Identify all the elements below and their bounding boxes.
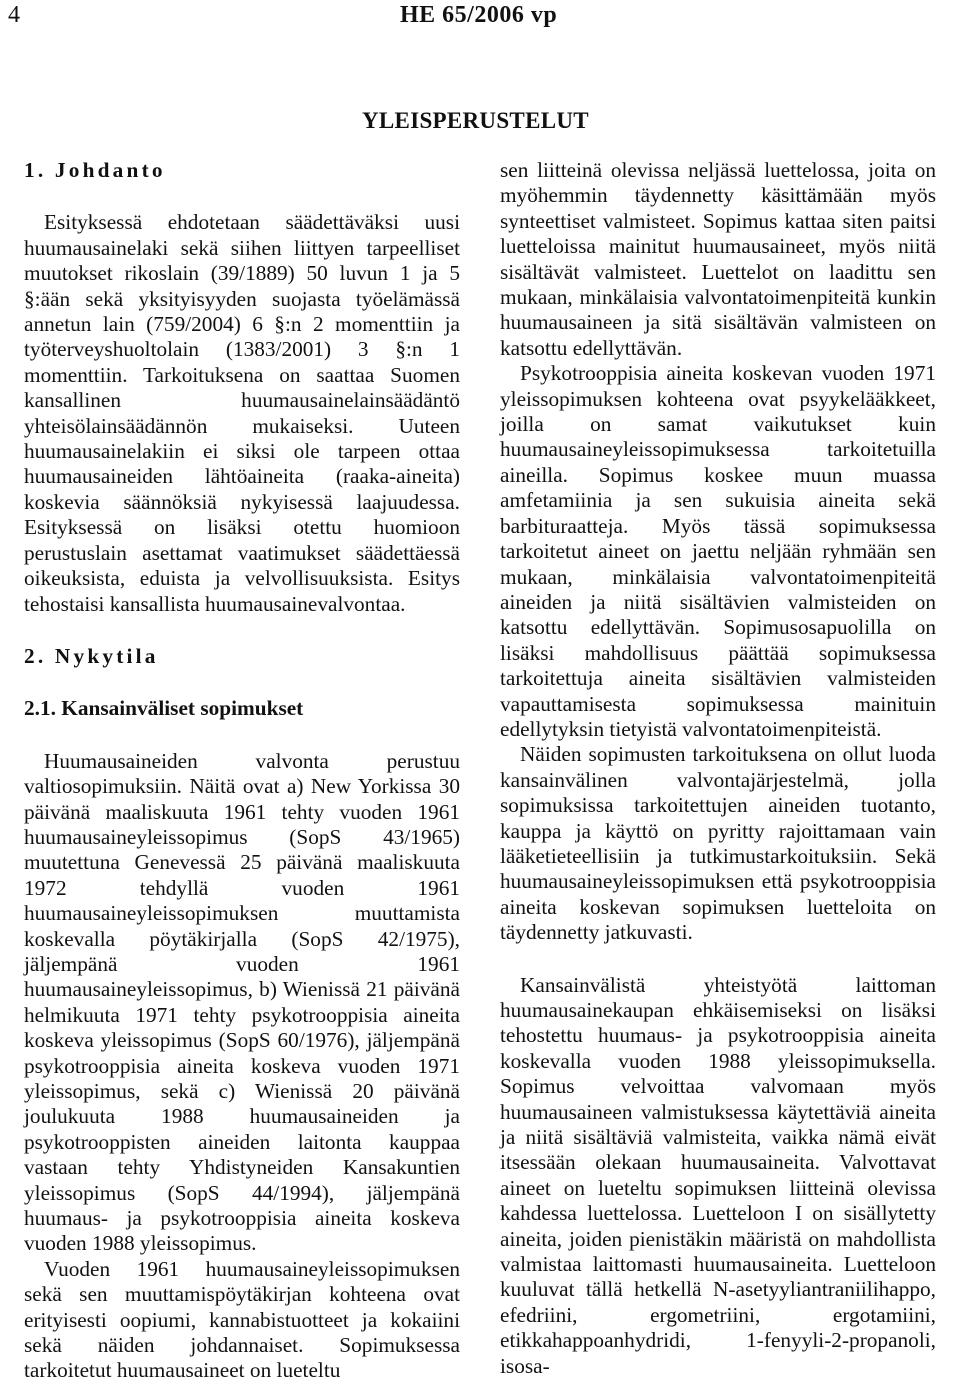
left-column [24, 158, 460, 1384]
paragraph-lists: sen liitteinä olevissa neljässä luettelossa, joita on myöhemmin täydennetty käsittämään myös synteettiset valmisteet. Sopimus kattaa siten paitsi luetteloissa mainitut huumausaineet, myös niitä sisältävät valmisteet. Luettelot on laadittu sen mukaan, minkälaisia valvontatoimenpiteitä kunkin huumausaineen ja sitä sisältävän valmisteen on katsottu edellyttävän. [500, 158, 936, 360]
page-number: 4 [8, 2, 20, 28]
section-title: YLEISPERUSTELUT [362, 108, 589, 133]
heading-johdanto: 1. Johdanto [24, 158, 166, 182]
paragraph-1988-convention: Kansainvälistä yhteistyötä laittoman huumausainekaupan ehkäisemiseksi on lisäksi tehostettu huumaus- ja psykotrooppisia aineita koskevalla vuoden 1988 yleissopimuksella. Sopimus velvoittaa valvomaan myös huumausaineen valmistuksessa käytettäviä aineita ja niitä sisältäviä valmisteita, vaikka nämä eivät itsessään olekaan huumausaineita. Valvottavat aineet on lueteltu sopimuksen liitteinä olevissa kahdessa luettelossa. Luetteloon I on sisällytetty aineita, joiden pienistäkin määristä on mahdollista valmistaa laittomasti huumausaineita. Luetteloon kuuluvat tällä hetkellä N-asetyyliantraniilihappo, efedriini, ergometriini, ergotamiini, etikkahappoanhydridi, 1-fenyyli-2-propanoli, isosa- [500, 972, 936, 1378]
heading-kansainvaliset-sopimukset: 2.1. Kansainväliset sopimukset [24, 696, 304, 721]
right-column [500, 158, 936, 1379]
paragraph-1971-convention: Psykotrooppisia aineita koskevan vuoden 1971 yleissopimuksen kohteena ovat psyykelääkkeet, joilla on samat vaikutukset kuin huumausaineyleissopimuksessa tarkoitetuilla aineilla. Sopimus koskee muun muassa amfetamiinia ja sen sukuisia aineita sekä barbituraatteja. Myös tässä sopimuksessa tarkoitetut aineet on jaettu neljään ryhmään sen mukaan, minkälaisia valvontatoimenpiteitä aineiden ja niitä sisältävien valmisteiden on katsottu edellyttävän. Sopimusosapuolilla on lisäksi mahdollisuus päättää sopimuksessa tarkoitettuja aineita sisältävien valmisteiden vapauttamisesta sopimuksessa mainituin edellytyksin tietyistä valvontatoimenpiteistä. [500, 361, 936, 741]
document-id: HE 65/2006 vp [400, 2, 558, 28]
heading-nykytila: 2. Nykytila [24, 643, 159, 668]
paragraph-purpose: Näiden sopimusten tarkoituksena on ollut luoda kansainvälinen valvontajärjestelmä, jolla sopimuksissa tarkoitettujen aineiden tuotanto, kauppa ja käyttö on pyritty rajoittamaan vain lääketieteellisiin ja tutkimustarkoituksiin. Sekä huumausaineyleissopimuksen että psykotrooppisia aineita koskevan sopimuksen luetteloita on täydennetty jatkuvasti. [500, 742, 936, 945]
paragraph-1961-convention: Vuoden 1961 huumausaineyleissopimuksen sekä sen muuttamispöytäkirjan kohteena ovat erityisesti oopiumi, kannabistuotteet ja kokaiini sekä näiden johdannaiset. Sopimuksessa tarkoitetut huumausaineet on lueteltu [24, 1256, 460, 1383]
paragraph-intro: Esityksessä ehdotetaan säädettäväksi uusi huumausainelaki sekä siihen liittyen tarpeelliset muutokset rikoslain (39/1889) 50 luvun 1 ja 5 §:ään sekä yksityisyyden suojasta työelämässä annetun lain (759/2004) 6 §:n 2 momenttiin ja työterveyshuoltolain (1383/2001) 3 §:n 1 momenttiin. Tarkoituksena on saattaa Suomen kansallinen huumausainelainsäädäntö yhteisölainsäädännön mukaiseksi. Uuteen huumausainelakiin ei siksi ole tarpeen ottaa huumausaineiden lähtöaineita (raaka-aineita) koskevia säännöksiä nykyisessä laajuudessa. Esityksessä on lisäksi otettu huomioon perustuslain asettamat vaatimukset säädettäessä oikeuksista, eduista ja velvollisuuksista. Esitys tehostaisi kansallista huumausainevalvontaa. [24, 210, 460, 616]
paragraph-treaties: Huumausaineiden valvonta perustuu valtiosopimuksiin. Näitä ovat a) New Yorkissa 30 päivänä maaliskuuta 1961 tehty vuoden 1961 huumausaineyleissopimus (SopS 43/1965) muutettuna Genevessä 25 päivänä maaliskuuta 1972 tehdyllä vuoden 1961 huumausaineyleissopimuksen muuttamista koskevalla pöytäkirjalla (SopS 42/1975), jäljempänä vuoden 1961 huumausaineyleissopimus, b) Wienissä 21 päivänä helmikuuta 1971 tehty psykotrooppisia aineita koskeva yleissopimus (SopS 60/1976), jäljempänä psykotrooppisia aineita koskeva vuoden 1971 yleissopimus, sekä c) Wienissä 20 päivänä joulukuuta 1988 huumausaineiden ja psykotrooppisten aineiden laitonta kauppaa vastaan tehty Yhdistyneiden Kansakuntien yleissopimus (SopS 44/1994), jäljempänä huumaus- ja psykotrooppisia aineita koskeva vuoden 1988 yleissopimus. [24, 748, 460, 1256]
